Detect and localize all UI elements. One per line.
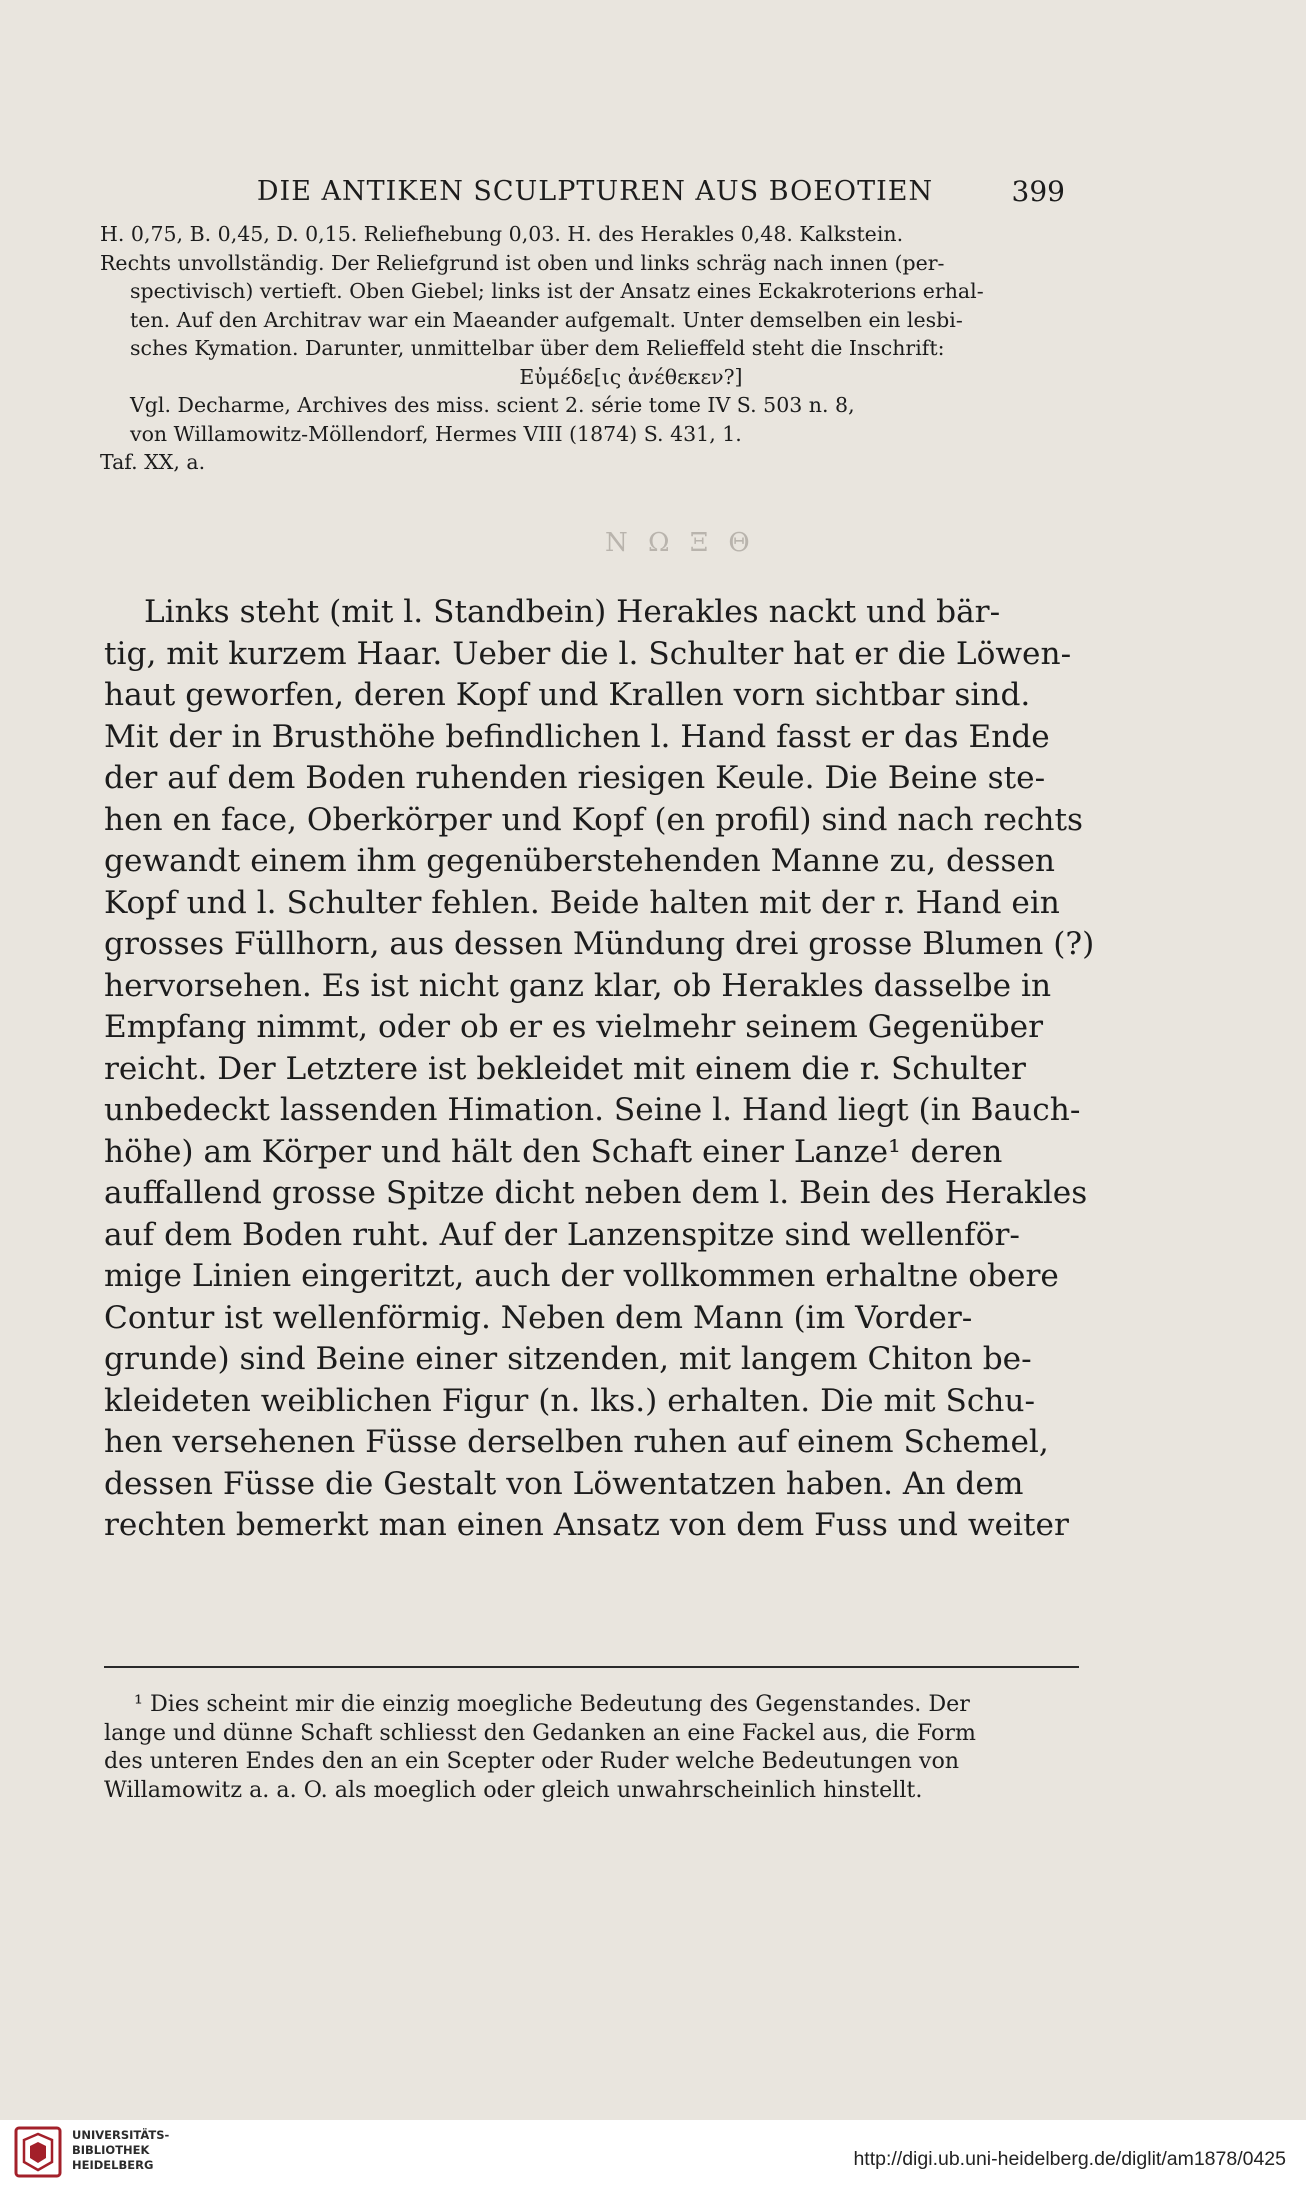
footnote xyxy=(104,1690,1084,1804)
body-line: reicht. Der Letztere ist bekleidet mit einem die r. Schulter xyxy=(104,1050,1026,1087)
footnote-rule xyxy=(104,1666,1079,1668)
footnote-line: lange und dünne Schaft schliesst den Gedanken an eine Fackel aus, die Form xyxy=(104,1719,976,1746)
plate-reference: Taf. XX, a. xyxy=(100,450,206,474)
body-line: dessen Füsse die Gestalt von Löwentatzen haben. An dem xyxy=(104,1465,1024,1502)
description-line: H. 0,75, B. 0,45, D. 0,15. Reliefhebung 0,03. H. des Herakles 0,48. Kalkstein. xyxy=(100,222,904,246)
library-name xyxy=(72,2128,169,2173)
body-line: haut geworfen, deren Kopf und Krallen vorn sichtbar sind. xyxy=(104,677,1031,713)
body-line: hen en face, Oberkörper und Kopf (en profil) sind nach rechts xyxy=(104,801,1083,838)
body-line: kleideten weiblichen Figur (n. lks.) erhalten. Die mit Schu- xyxy=(104,1382,1036,1419)
footnote-line: des unteren Endes den an ein Scepter oder Ruder welche Bedeutungen von xyxy=(104,1748,960,1775)
body-line: Contur ist wellenförmig. Neben dem Mann (im Vorder- xyxy=(104,1299,973,1336)
body-line: auf dem Boden ruht. Auf der Lanzenspitze sind wellenför- xyxy=(104,1216,1020,1253)
body-line: rechten bemerkt man einen Ansatz von dem Fuss und weiter xyxy=(104,1507,1069,1543)
body-line: grosses Füllhorn, aus dessen Mündung drei grosse Blumen (?) xyxy=(104,926,1095,962)
description-line: spectivisch) vertieft. Oben Giebel; links ist der Ansatz eines Eckakroterions erhal- xyxy=(130,279,984,303)
library-name-line: HEIDELBERG xyxy=(72,2158,154,2172)
description-line: sches Kymation. Darunter, unmittelbar über dem Relieffeld steht die Inschrift: xyxy=(130,336,945,360)
library-seal-icon xyxy=(14,2126,62,2178)
footnote-line: ¹ Dies scheint mir die einzig moegliche Bedeutung des Gegenstandes. Der xyxy=(134,1691,970,1717)
library-name-line: BIBLIOTHEK xyxy=(72,2143,150,2157)
body-line: hen versehenen Füsse derselben ruhen auf einem Schemel, xyxy=(104,1424,1049,1460)
running-header xyxy=(105,170,1085,214)
description-line: ten. Auf den Architrav war ein Maeander aufgemalt. Unter demselben ein lesbi- xyxy=(130,307,963,332)
bibliography-line: von Willamowitz-Möllendorf, Hermes VIII (1874) S. 431, 1. xyxy=(130,421,742,446)
body-line: unbedeckt lassenden Himation. Seine l. Hand liegt (in Bauch- xyxy=(104,1092,1081,1128)
body-line: grunde) sind Beine einer sitzenden, mit langem Chiton be- xyxy=(104,1341,1032,1377)
body-line: tig, mit kurzem Haar. Ueber die l. Schulter hat er die Löwen- xyxy=(104,635,1072,672)
bibliography-line: Vgl. Decharme, Archives des miss. scient 2. série tome IV S. 503 n. 8, xyxy=(130,393,855,417)
body-line: höhe) am Körper und hält den Schaft einer Lanze¹ deren xyxy=(104,1133,1003,1170)
object-description xyxy=(100,220,1082,477)
inscription: Εὐμέδε[ις ἀνέθεκεν?] xyxy=(519,364,743,389)
footnote-line: Willamowitz a. a. O. als moeglich oder gleich unwahrscheinlich hinstellt. xyxy=(104,1776,923,1803)
running-title: DIE ANTIKEN SCULPTUREN AUS BOEOTIEN xyxy=(256,176,934,207)
body-line: hervorsehen. Es ist nicht ganz klar, ob Herakles dasselbe in xyxy=(104,967,1052,1004)
body-line: Kopf und l. Schulter fehlen. Beide halten mit der r. Hand ein xyxy=(104,884,1060,921)
body-line: Links steht (mit l. Standbein) Herakles nackt und bär- xyxy=(144,594,1001,630)
main-text xyxy=(104,592,1095,1547)
source-url-link[interactable]: http://digi.ub.uni-heidelberg.de/diglit/am1878/0425 xyxy=(853,2148,1286,2170)
show-through-text: Ν Ω Ξ Θ xyxy=(605,528,756,558)
body-line: der auf dem Boden ruhenden riesigen Keule. Die Beine ste- xyxy=(104,760,1046,796)
page-number: 399 xyxy=(1011,175,1065,208)
body-line: Mit der in Brusthöhe befindlichen l. Hand fasst er das Ende xyxy=(104,718,1050,755)
body-line: auffallend grosse Spitze dicht neben dem l. Bein des Herakles xyxy=(104,1175,1088,1211)
description-line: Rechts unvollständig. Der Reliefgrund ist oben und links schräg nach innen (per- xyxy=(100,250,945,275)
library-logo[interactable] xyxy=(14,2122,174,2184)
body-line: Empfang nimmt, oder ob er es vielmehr seinem Gegenüber xyxy=(104,1009,1044,1045)
body-line: mige Linien eingeritzt, auch der vollkommen erhaltne obere xyxy=(104,1258,1059,1294)
library-name-line: UNIVERSITÄTS- xyxy=(72,2128,170,2142)
body-line: gewandt einem ihm gegenüberstehenden Manne zu, dessen xyxy=(104,843,1055,879)
